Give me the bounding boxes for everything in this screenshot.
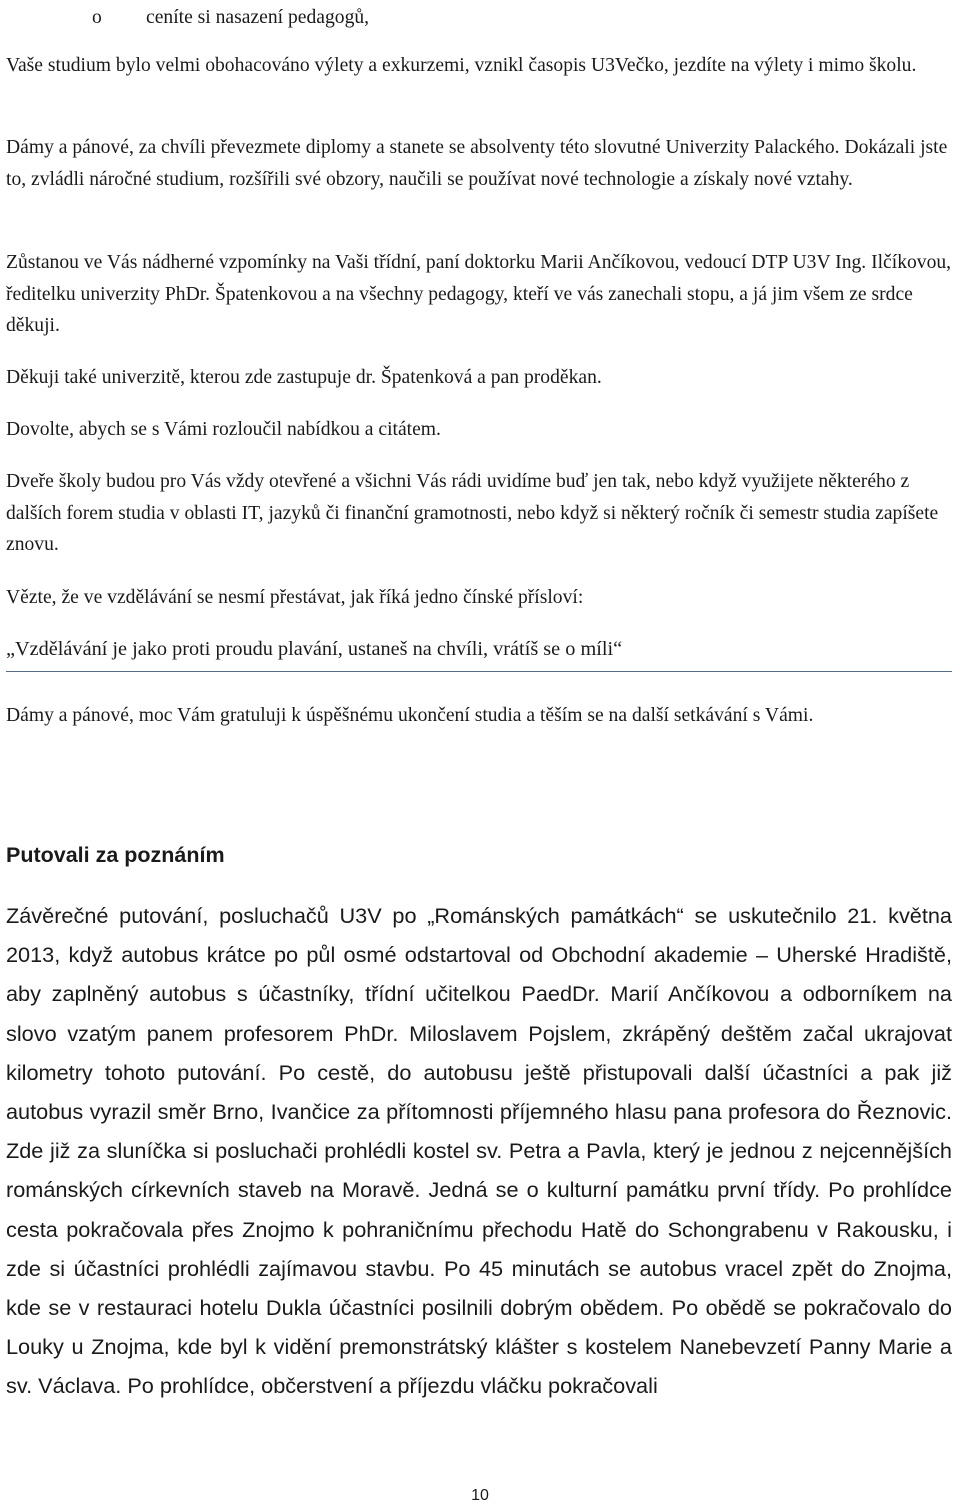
paragraph-farewell: Dovolte, abych se s Vámi rozloučil nabídkou a citátem. (6, 419, 441, 440)
paragraph-open-doors: Dveře školy budou pro Vás vždy otevřené a všichni Vás rádi uvidíme buď jen tak, nebo když využijete některého z dalších forem studia v oblasti IT, jazyků či finanční gramotnosti, nebo když si některý ročník či semestr studia zapíšete znovu. (6, 471, 939, 555)
bullet-text: ceníte si nasazení pedagogů, (146, 7, 370, 28)
paragraph-proverb-intro: Vězte, že ve vzdělávání se nesmí přestávat, jak říká jedno čínské přísloví: (6, 587, 584, 608)
paragraph-graduation: Dámy a pánové, za chvíli převezmete diplomy a stanete se absolventy této slovutné Univerzity Palackého. Dokázali jste to, zvládli náročné studium, rozšířili své obzory, naučili se používat nové technologie a získaly nové vztahy. (6, 137, 948, 190)
paragraph-thanks: Děkuji také univerzitě, kterou zde zastupuje dr. Špatenková a pan proděkan. (6, 367, 602, 388)
paragraph-studies: Vaše studium bylo velmi obohacováno výlety a exkurzemi, vznikl časopis U3Večko, jezdíte na výlety i mimo školu. (6, 55, 917, 76)
bullet-marker: o (92, 7, 102, 28)
page-number: 10 (471, 1487, 489, 1504)
article-body: Závěrečné putování, posluchačů U3V po „Románských památkách“ se uskutečnilo 21. května 2013, když autobus krátce po půl osmé odstartoval od Obchodní akademie – Uherské Hradiště, aby zaplněný autobus s účastníky, třídní učitelkou PaedDr. Marií Ančíkovou a odborníkem na slovo vzatým panem profesorem PhDr. Miloslavem Pojslem, zkrápěný deštěm začal ukrajovat kilometry tohoto putování. Po cestě, do autobusu ještě přistupovali další účastníci a pak již autobus vyrazil směr Brno, Ivančice za přítomnosti příjemného hlasu pana profesora do Řeznovic. Zde již za sluníčka si posluchači prohlédli kostel sv. Petra a Pavla, který je jednou z nejcennějších románských církevních staveb na Moravě. Jedná se o kulturní památku první třídy. Po prohlídce cesta pokračovala přes Znojmo k pohraničnímu přechodu Hatě do Schongrabenu v Rakousku, i zde si účastníci prohlédli zajímavou stavbu. Po 45 minutách se autobus vracel zpět do Znojma, kde se v restauraci hotelu Dukla účastníci posilnili dobrým obědem. Po obědě se pokračovalo do Louky u Znojma, kde byl k vidění premonstrátský klášter s kostelem Nanebevzetí Panny Marie a sv. Václava. Po prohlídce, občerstvení a příjezdu vláčku pokračovali (6, 903, 952, 1399)
paragraph-memories: Zůstanou ve Vás nádherné vzpomínky na Vaši třídní, paní doktorku Marii Ančíkovou, vedoucí DTP U3V Ing. Ilčíkovou, ředitelku univerzity PhDr. Špatenkovou a na všechny pedagogy, kteří ve vás zanechali stopu, a já jim všem ze srdce děkuji. (6, 252, 952, 336)
proverb-quote: „Vzdělávání je jako proti proudu plavání, ustaneš na chvíli, vrátíš se o míli“ (6, 638, 623, 660)
article-heading: Putovali za poznáním (6, 843, 225, 867)
quote-underline (6, 671, 952, 672)
paragraph-congratulations: Dámy a pánové, moc Vám gratuluji k úspěšnému ukončení studia a těším se na další setkávání s Vámi. (6, 705, 814, 726)
